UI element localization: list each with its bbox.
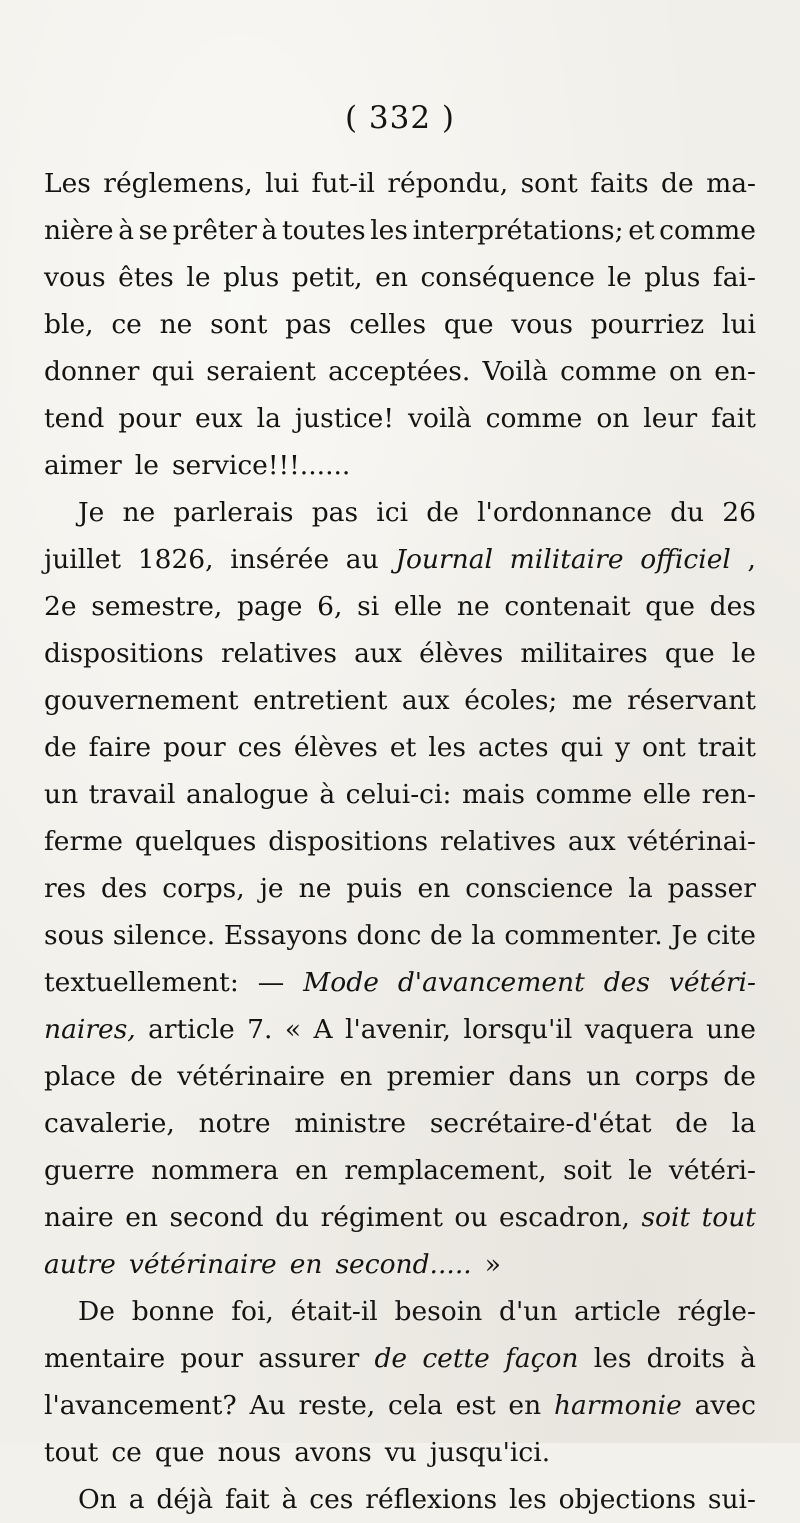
word: le [186,262,211,293]
word: autre [44,1249,116,1280]
word: nous [217,1437,282,1468]
word: de [723,1061,756,1092]
word: d'un [499,1296,558,1327]
text-line [44,489,756,536]
text-line [44,677,756,724]
word: 1826, [137,544,214,575]
word: juillet [44,544,122,575]
word: Au [249,1390,286,1421]
text-line [44,1241,756,1288]
text-line [44,1100,756,1147]
word: cite [706,920,756,951]
word: des [603,967,650,998]
word: l'avancement? [44,1390,237,1421]
text-line [44,1147,756,1194]
word: que [664,638,715,669]
word: était-il [290,1296,378,1327]
word: dispositions [44,638,204,669]
word: les [508,1484,547,1515]
word: que [645,591,695,622]
text-line [44,912,756,959]
word: mentaire [44,1343,166,1374]
word: , [747,544,756,575]
word: fait [711,403,756,434]
word: vous [44,262,106,293]
word: militaires [520,638,648,669]
word: militaire [509,544,624,575]
word: nommera [151,1155,279,1186]
text-line [44,771,756,818]
word: page [237,591,303,622]
word: leur [643,403,698,434]
word: 2e [44,591,77,622]
word: aux [354,638,402,669]
word: interprétations; [412,215,624,246]
word: ma- [706,168,756,199]
word: Mode [303,967,379,998]
word: sont [210,309,268,340]
word: réglemens, [103,168,253,199]
word: le [607,262,632,293]
word: fait [224,1484,270,1515]
text-line [44,1006,756,1053]
word: la [471,920,496,951]
word: — [257,967,285,998]
word: ne [298,873,332,904]
word: puis [346,873,403,904]
word: droits [646,1343,725,1374]
word: fut-il [311,168,375,199]
word: On [78,1484,117,1515]
word: acceptées. [328,356,471,387]
word: service!!!...... [171,450,351,481]
word: Essayons [223,920,348,951]
word: toutes [281,215,366,246]
word: ou [454,1202,488,1233]
word: travail [88,779,176,810]
word: notre [198,1108,271,1139]
word: prêter [172,215,257,246]
word: petit, [291,262,363,293]
word: le [731,638,756,669]
word: elle [393,591,443,622]
word: faire [88,732,152,763]
word: et [628,215,655,246]
word: les [428,732,466,763]
word: sont [520,168,578,199]
word: réservant [627,685,756,716]
word: dispositions [268,826,429,857]
word: est [455,1390,496,1421]
word: ministre [294,1108,407,1139]
word: que [154,1437,205,1468]
text-line [44,395,756,442]
word: ble, [44,309,94,340]
text-line [44,207,756,254]
page-number: ( 332 ) [344,100,456,136]
text-line [44,1335,756,1382]
body-text [44,160,756,1523]
word: 7. [247,1014,273,1045]
word: pour [118,403,181,434]
word: ne [122,497,156,528]
word: de [426,497,459,528]
word: ce [111,1437,142,1468]
word: relatives [220,638,337,669]
word: on [669,356,703,387]
word: on [596,403,630,434]
word: conséquence [420,262,595,293]
word: ces [309,1484,354,1515]
word: si [357,591,380,622]
word: parlerais [173,497,294,528]
word: res [44,873,86,904]
word: élèves [293,732,378,763]
word: me [571,685,613,716]
word: en [295,1155,328,1186]
word: article [574,1296,661,1327]
word: justice! [294,403,395,434]
word: pour [180,1343,243,1374]
word: elle [642,779,692,810]
word: élèves [419,638,504,669]
word: tout [44,1437,99,1468]
word: en [375,262,408,293]
text-line [44,1194,756,1241]
word: place [44,1061,116,1092]
word: ferme [44,826,123,857]
word: les [593,1343,632,1374]
word: comme [535,779,633,810]
word: vétérinaire [177,1061,326,1092]
word: du [670,497,705,528]
text-line [44,630,756,677]
word: assurer [258,1343,360,1374]
word: celles [349,309,427,340]
text-line [44,583,756,630]
word: a [128,1484,145,1515]
word: Journal [395,544,493,575]
word: vaquera [584,1014,694,1045]
word: quelques [134,826,257,857]
word: pourriez [590,309,705,340]
word: vous [511,309,573,340]
word: A [313,1014,333,1045]
word: en- [714,356,756,387]
word: un [586,1061,621,1092]
word: les [370,215,408,246]
word: des [709,591,756,622]
word: Je [78,497,105,528]
word: à [319,779,336,810]
word: régle- [677,1296,756,1327]
word: de [44,732,77,763]
word: analogue [186,779,309,810]
word: besoin [394,1296,483,1327]
text-line [44,442,756,489]
word: commenter. [504,920,663,951]
word: eux [194,403,243,434]
word: plus [644,262,701,293]
word: De [78,1296,115,1327]
text-line [44,1382,756,1429]
word: écoles; [464,685,558,716]
word: donc [356,920,422,951]
word: naires, [44,1014,136,1045]
text-line [44,1429,756,1476]
text-line [44,724,756,771]
word: en [508,1390,542,1421]
word: second..... [335,1249,472,1280]
word: cela [388,1390,443,1421]
word: foi, [231,1296,274,1327]
word: tout [701,1202,756,1233]
word: cavalerie, [44,1108,175,1139]
word: Je [671,920,698,951]
word: faits [590,168,649,199]
word: en [289,1249,323,1280]
word: répondu, [387,168,509,199]
word: comme [485,403,583,434]
word: silence. [112,920,216,951]
word: second [169,1202,264,1233]
word: l'ordonnance [477,497,652,528]
word: de [661,168,694,199]
word: êtes [118,262,174,293]
word: gouvernement [44,685,239,716]
word: y [615,732,631,763]
word: guerre [44,1155,135,1186]
word: façon [505,1343,579,1374]
word: ne [159,309,193,340]
word: pas [311,497,359,528]
word: sous [44,920,105,951]
word: secrétaire-d'état [429,1108,652,1139]
word: tend [44,403,105,434]
word: et [389,732,417,763]
word: réflexions [365,1484,498,1515]
word: vu [384,1437,417,1468]
word: un [44,779,79,810]
word: aux [401,685,450,716]
word: fai- [712,262,756,293]
text-line [44,301,756,348]
word: remplacement, [344,1155,547,1186]
word: vétérinaire [128,1249,277,1280]
text-line [44,348,756,395]
word: à [281,1484,298,1515]
word: qui [560,732,604,763]
word: aux [567,826,616,857]
word: ne [456,591,490,622]
word: corps, [162,873,245,904]
word: Voilà [482,356,548,387]
word: jusqu'ici. [429,1437,551,1468]
word: insérée [230,544,330,575]
text-line [44,536,756,583]
word: 6, [317,591,343,622]
word: comme [659,215,756,246]
word: ont [642,732,686,763]
word: bonne [131,1296,215,1327]
word: textuellement: [44,967,239,998]
word: trait [697,732,756,763]
word: officiel [640,544,731,575]
word: cette [422,1343,490,1374]
word: article [148,1014,235,1045]
text-line [44,1476,756,1523]
word: seraient [206,356,316,387]
word: que [443,309,494,340]
word: lui [265,168,300,199]
word: je [259,873,284,904]
word: à [118,215,135,246]
word: l'avenir, [345,1014,451,1045]
word: Les [44,168,91,199]
text-line [44,1053,756,1100]
word: relatives [439,826,556,857]
word: se [138,215,168,246]
word: entretient [253,685,388,716]
word: naire [44,1202,114,1233]
word: voilà [407,403,472,434]
word: soit [563,1155,612,1186]
word: vétérinai- [627,826,756,857]
word: avons [294,1437,372,1468]
word: dans [508,1061,572,1092]
word: sui- [707,1484,756,1515]
word: passer [667,873,756,904]
word: semestre, [91,591,223,622]
text-line [44,254,756,301]
word: 26 [722,497,756,528]
word: la [731,1108,756,1139]
word: donner [44,356,140,387]
word: le [134,450,159,481]
word: celui-ci: [345,779,452,810]
word: » [484,1249,501,1280]
word: de [675,1108,708,1139]
word: harmonie [553,1390,682,1421]
word: vétéri- [668,1155,756,1186]
text-line [44,818,756,865]
word: lorsqu'il [463,1014,573,1045]
word: une [706,1014,756,1045]
word: en [125,1202,158,1233]
word: à [261,215,278,246]
word: ici [376,497,409,528]
word: ces [237,732,282,763]
word: ce [111,309,142,340]
word: objections [558,1484,696,1515]
word: contenait [504,591,631,622]
word: vétéri- [668,967,756,998]
word: régiment [320,1202,443,1233]
word: actes [477,732,549,763]
text-line [44,1288,756,1335]
word: de [430,920,463,951]
word: du [275,1202,310,1233]
word: déjà [156,1484,214,1515]
word: plus [223,262,280,293]
word: pas [285,309,332,340]
word: escadron, [498,1202,630,1233]
word: d'avancement [397,967,585,998]
text-line [44,160,756,207]
word: premier [386,1061,494,1092]
word: qui [151,356,195,387]
word: le [628,1155,653,1186]
word: mais [461,779,525,810]
text-line [44,865,756,912]
word: à [740,1343,756,1374]
word: lui [721,309,756,340]
word: conscience [465,873,614,904]
word: en [417,873,451,904]
word: de [130,1061,163,1092]
word: comme [560,356,657,387]
word: au [345,544,379,575]
word: la [628,873,653,904]
word: aimer [44,450,122,481]
word: pour [163,732,226,763]
word: la [256,403,281,434]
word: reste, [298,1390,376,1421]
word: en [339,1061,373,1092]
word: de [374,1343,408,1374]
word: des [100,873,148,904]
text-line [44,959,756,1006]
word: avec [694,1390,756,1421]
word: « [284,1014,302,1045]
word: nière [44,215,114,246]
word: ren- [701,779,756,810]
word: corps [634,1061,709,1092]
word: soit [641,1202,691,1233]
